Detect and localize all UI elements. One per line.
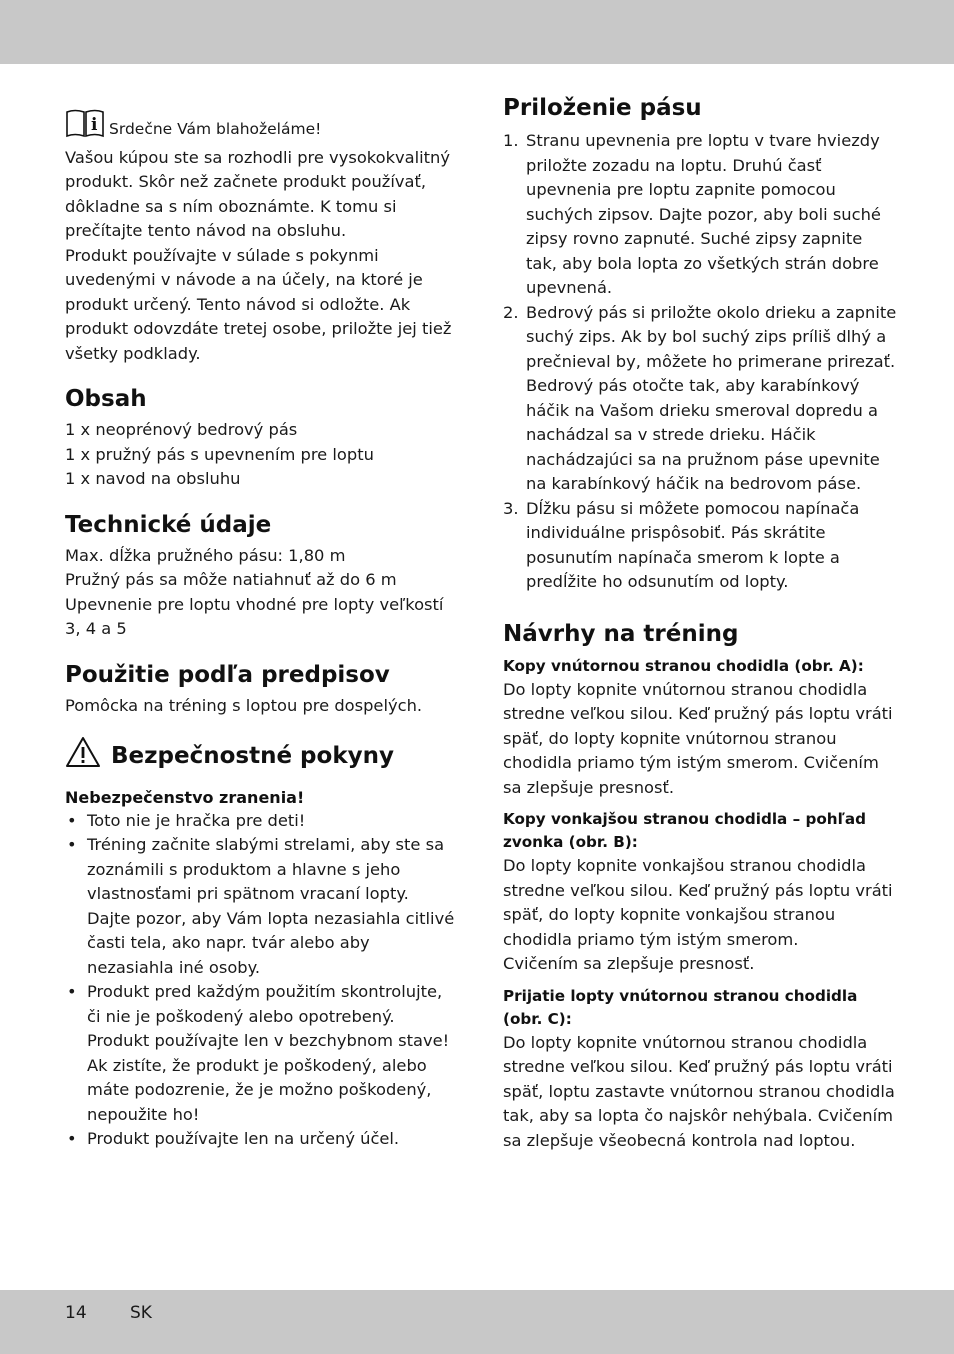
list-item: 2. Bedrový pás si priložte okolo drieku a zapnite suchý zips. Ak by bol suchý zips príliš dlhý a prečnieval by, môžete ho primerane prirezať. Bedrový pás otočte tak, aby karabínkový háčik na Vašom drieku smeroval dopredu a nachádzal sa v strede drieku. Háčik nachádzajúci sa na pružnom páse upevnite na karabínkový háčik na bedrovom páse. — [503, 302, 897, 493]
training-heading: Návrhy na tréning — [503, 620, 739, 647]
right-column — [503, 93, 898, 1153]
obsah-heading: Obsah — [65, 386, 147, 412]
intro-paragraph-2: Produkt používajte v súlade s pokynmi uvedenými v návode a na účely, na ktoré je produkt určený. Tento návod si odložte. Ak produkt odovzdáte tretej osobe, priložte jej tiež všetky podklady. — [65, 245, 452, 363]
info-book-icon — [65, 108, 105, 146]
safety-subtitle: Nebezpečenstvo zranenia! — [65, 787, 305, 807]
obsah-item: 1 x neoprénový bedrový pás — [65, 420, 298, 439]
intro-paragraph-1: Vašou kúpou ste sa rozhodli pre vysokokvalitný produkt. Skôr než začnete produkt používať, dôkladne sa s ním oboznámte. K tomu si prečítajte tento návod na obsluhu. — [65, 147, 451, 240]
list-item: • Produkt pred každým použitím skontrolujte, či nie je poškodený alebo opotrebený. Produkt používajte len v bezchybnom stave! Ak zistíte, že produkt je poškodený, alebo máte podozrenie, že je možno poškodený, nepoužite ho! — [65, 980, 455, 1127]
safety-heading: Bezpečnostné pokyny — [111, 742, 394, 769]
tech-heading: Technické údaje — [65, 511, 272, 538]
list-item: 3. Dĺžku pásu si môžete pomocou napínača individuálne prispôsobiť. Pás skrátite posunutím napínača smerom k lopte a predĺžite ho odsunutím od lopty. — [503, 498, 860, 591]
left-column — [65, 108, 455, 1152]
svg-text:i: i — [91, 115, 98, 135]
list-item: 1. Stranu upevnenia pre loptu v tvare hviezdy priložte zozadu na loptu. Druhú časť upevnenia pre loptu zapnite pomocou suchých zipsov. Dajte pozor, aby boli suché zipsy rovno zapnuté. Suché zipsy zapnite tak, aby bola lopta zo všetkých strán dobre upevnená. — [503, 131, 881, 297]
training-block-text: Cvičením sa zlepšuje presnosť. — [503, 954, 755, 973]
list-item: • Toto nie je hračka pre deti! — [65, 809, 455, 834]
tech-line: Pružný pás sa môže natiahnuť až do 6 m — [65, 570, 397, 589]
header-bar — [0, 0, 954, 64]
usage-text: Pomôcka na tréning s loptou pre dospelých. — [65, 695, 423, 715]
training-block-heading: Kopy vonkajšou stranou chodidla – pohľad zvonka (obr. B): — [503, 810, 866, 851]
attach-heading: Priloženie pásu — [503, 95, 702, 121]
obsah-item: 1 x pružný pás s upevnením pre loptu — [65, 444, 374, 464]
tech-line: Max. dĺžka pružného pásu: 1,80 m — [65, 545, 346, 565]
training-block-text: Do lopty kopnite vonkajšou stranou chodidla stredne veľkou silou. Keď pružný pás loptu vráti späť, do lopty kopnite vonkajšou stranou chodidla priamo tým istým smerom. — [503, 856, 893, 949]
training-block-heading: Kopy vnútornou stranou chodidla (obr. A): — [503, 656, 864, 675]
safety-list — [65, 809, 455, 1152]
tech-line: Upevnenie pre loptu vhodné pre lopty veľkostí 3, 4 a 5 — [65, 594, 444, 638]
language-code: SK — [130, 1303, 152, 1323]
warning-triangle-icon — [65, 736, 101, 776]
training-block-heading: Prijatie lopty vnútornou stranou chodidla (obr. C): — [503, 986, 858, 1028]
list-item: • Tréning začnite slabými strelami, aby ste sa zoznámili s produktom a hlavne s jeho vlastnosťami pri spätnom vracaní lopty. Dajte pozor, aby Vám lopta nezasiahla citlivé časti tela, ako napr. tvár alebo aby nezasiahla iné osoby. — [65, 833, 455, 980]
training-block-text: Do lopty kopnite vnútornou stranou chodidla stredne veľkou silou. Keď pružný pás loptu vráti späť, do lopty kopnite vnútornou stranou chodidla priamo tým istým smerom. Cvičením sa zlepšuje presnosť. — [503, 679, 893, 797]
page-number: 14 — [65, 1303, 87, 1323]
obsah-item: 1 x navod na obsluhu — [65, 469, 241, 488]
intro-greeting: Srdečne Vám blahoželáme! — [109, 120, 322, 138]
list-item: • Produkt používajte len na určený účel. — [65, 1127, 455, 1152]
usage-heading: Použitie podľa predpisov — [65, 661, 390, 688]
safety-heading-row — [65, 736, 455, 776]
intro-greeting-line — [65, 108, 455, 146]
training-block-text: Do lopty kopnite vnútornou stranou chodidla stredne veľkou silou. Keď pružný pás loptu vráti späť, loptu zastavte vnútornou stranou chodidla tak, aby sa lopta čo najskôr nehýbala. Cvičením sa zlepšuje všeobecná kontrola nad loptou. — [503, 1032, 895, 1150]
attach-steps — [503, 129, 898, 595]
